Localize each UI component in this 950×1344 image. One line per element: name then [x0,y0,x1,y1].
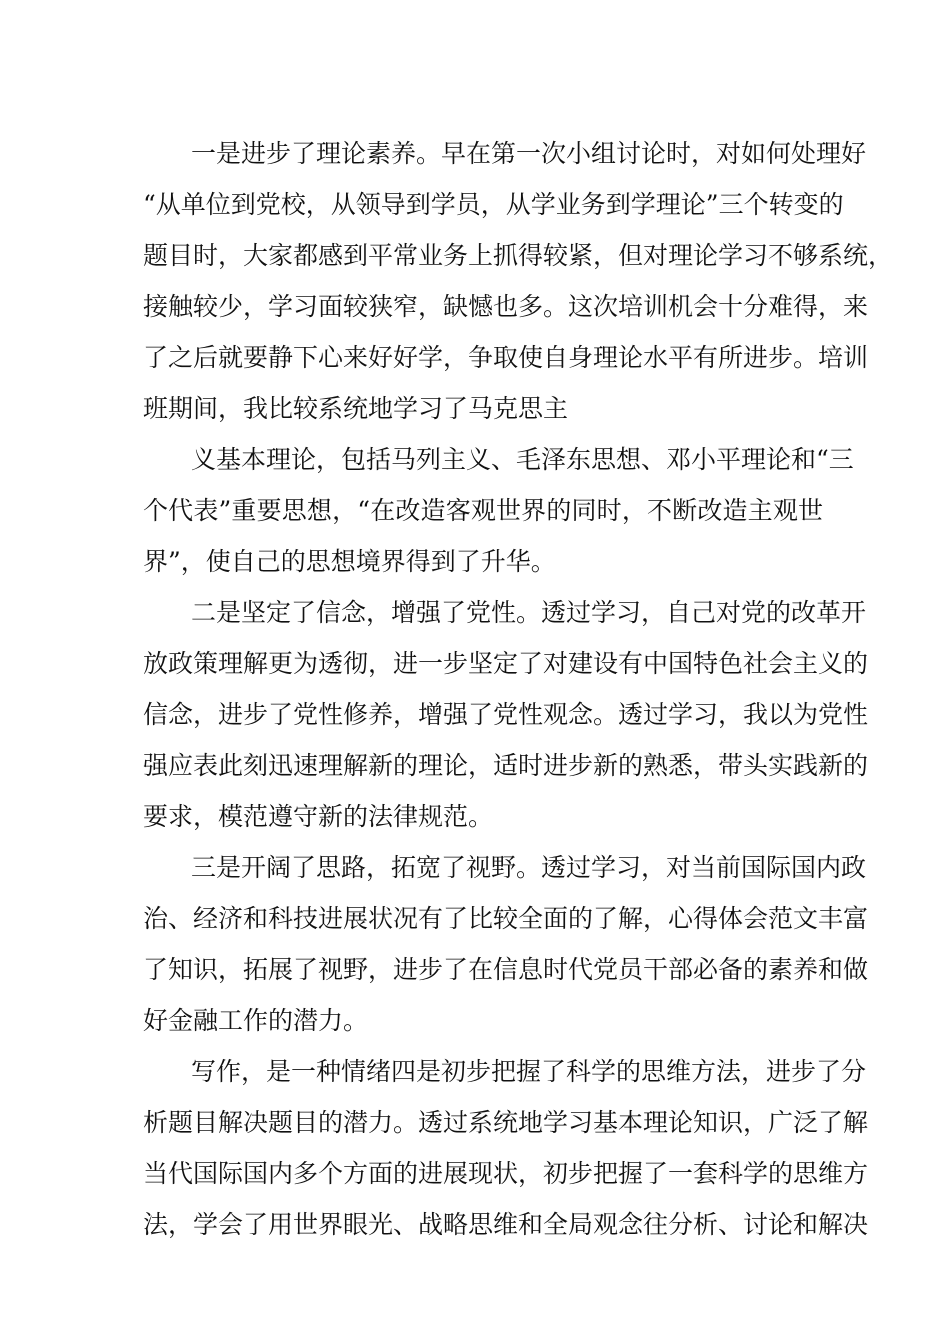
text-line: 好金融工作的潜力。 [143,1006,369,1035]
paragraph-4 [143,842,869,1046]
text-line: 三是开阔了思路，拓宽了视野。透过学习，对当前国际国内政 [191,853,867,882]
text-line: 当代国际国内多个方面的进展现状，初步把握了一套科学的思维方 [143,1159,869,1188]
text-line: 放政策理解更为透彻，进一步坚定了对建设有中国特色社会主义的 [143,649,869,678]
paragraph-5 [143,1046,869,1250]
text-line: 个代表”重要思想，“在改造客观世界的同时，不断改造主观世 [143,496,823,525]
text-line: 写作，是一种情绪四是初步把握了科学的思维方法，进步了分 [191,1057,867,1086]
text-line: 要求，模范遵守新的法律规范。 [143,802,494,831]
text-line: 析题目解决题目的潜力。透过系统地学习基本理论知识，广泛了解 [143,1108,869,1137]
paragraph-1 [143,128,894,434]
text-line: 班期间，我比较系统地学习了马克思主 [143,394,569,423]
paragraph-3 [143,587,869,842]
text-line: 强应表此刻迅速理解新的理论，适时进步新的熟悉，带头实践新的 [143,751,869,780]
text-line: 了之后就要静下心来好好学，争取使自身理论水平有所进步。培训 [143,343,869,372]
text-line: 法，学会了用世界眼光、战略思维和全局观念往分析、讨论和解决 [143,1210,869,1239]
text-line: 接触较少，学习面较狭窄，缺憾也多。这次培训机会十分难得，来 [143,292,869,321]
text-line: 界”，使自己的思想境界得到了升华。 [143,547,556,576]
text-line: 义基本理论，包括马列主义、毛泽东思想、邓小平理论和“三 [191,445,854,474]
document-body [143,128,894,1250]
text-line: 题目时，大家都感到平常业务上抓得较紧，但对理论学习不够系统， [143,241,894,270]
text-line: “从单位到党校，从领导到学员，从学业务到学理论”三个转变的 [143,190,844,219]
paragraph-2 [143,434,854,587]
text-line: 一是进步了理论素养。早在第一次小组讨论时，对如何处理好 [191,139,867,168]
text-line: 治、经济和科技进展状况有了比较全面的了解，心得体会范文丰富 [143,904,869,933]
text-line: 了知识，拓展了视野，进步了在信息时代党员干部必备的素养和做 [143,955,869,984]
text-line: 信念，进步了党性修养，增强了党性观念。透过学习，我以为党性 [143,700,869,729]
text-line: 二是坚定了信念，增强了党性。透过学习，自己对党的改革开 [191,598,867,627]
